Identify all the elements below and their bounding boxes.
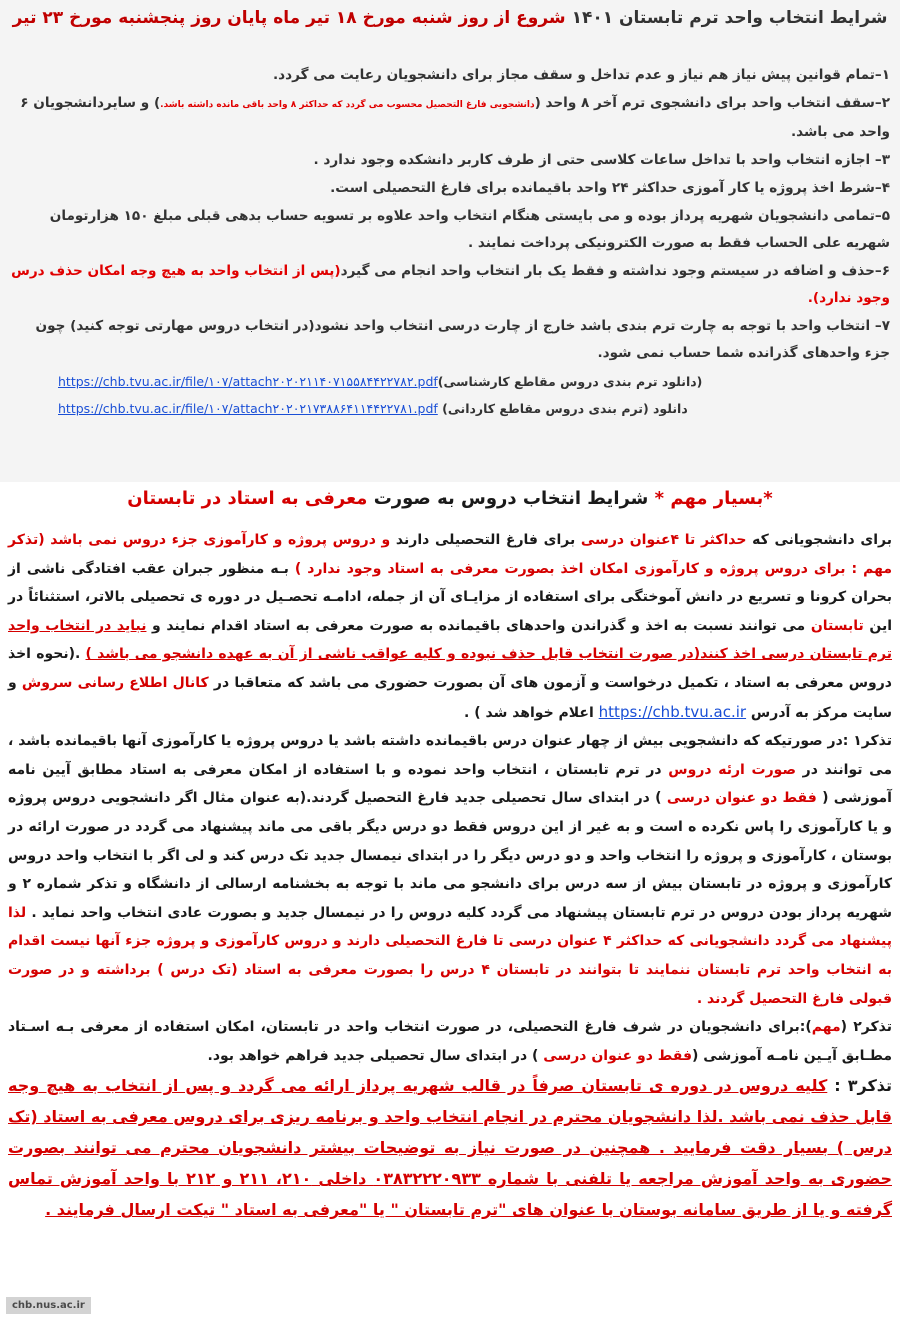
rule-6: ۶–حذف و اضافه در سیستم وجود نداشته و فقط یک بار انتخاب واحد انجام می گیرد(پس از انتخاب واحد به هیچ وجه امکان حذف درس وجود ندارد). [11,263,890,306]
link-associate[interactable]: https://chb.tvu.ac.ir/file/۱۰۷/attach۲۰۲۰۲۱۷۳۸۸۶۴۱۱۴۴۲۲۷۸۱.pdf [58,401,438,416]
rule-2: ۲–سقف انتخاب واحد برای دانشجوی ترم آخر ۸ واحد (دانشجویی فارغ التحصیل محسوب می گردد که حداکثر ۸ واحد باقی مانده داشته باشد.) و سایردانشجویان ۶ واحد می باشد. [20,95,890,140]
rule-5: ۵–تمامی دانشجویان شهریه پرداز بوده و می بایستی هنگام انتخاب واحد علاوه بر تسویه حساب بدهی قبلی مبلغ ۱۵۰ هزارتومان شهریه علی الحساب فقط به صورت الکترونیکی پرداخت نمایند . [49,208,890,251]
page-title [0,8,900,28]
rule-3: ۳– اجازه انتخاب واحد با تداخل ساعات کلاسی حتی از طرف کاربر دانشکده وجود ندارد . [313,152,890,168]
rule-1: ۱–تمام قوانین پیش نیاز هم نیاز و عدم تداخل و سقف مجاز برای دانشجویان رعایت می گردد. [273,67,890,83]
center-site-link[interactable]: https://chb.tvu.ac.ir [598,702,747,721]
title-dates: شروع از روز شنبه مورخ ۱۸ تیر ماه پایان روز پنجشنبه مورخ ۲۳ تیر [12,8,566,28]
link-bachelor-label: (دانلود ترم بندی دروس مقاطع کارشناسی) [437,374,703,389]
link-bachelor[interactable]: https://chb.tvu.ac.ir/file/۱۰۷/attach۲۰۲۰۲۱۱۴۰۷۱۵۵۸۴۴۲۲۷۸۲.pdf [58,374,438,389]
paragraph-intro: برای دانشجویانی که حداکثر تا ۴عنوان درسی برای فارغ التحصیلی دارند و دروس پروژه و کارآموزی جزء دروس نمی باشد (تذکر مهم : برای دروس پروژه و کارآموزی امکان اخذ بصورت معرفی به استاد وجود ندارد ) بـه منظور جبران عقب افتادگی ناشی از بحران کرونا و تسریع در دانش آموختگی برای استفاده از مزایـای آن از جمله، ادامـه تحصـیل در دوره ی تحصیلی بالاتر، استثنائاً در این تابستان می توانند نسبت به اخذ و گذراندن واحدهای باقیمانده به صورت معرفی به استاد اقدام نمایند و نباید در انتخاب واحد ترم تابستان درسی اخذ کنند(در صورت انتخاب قابل حذف نبوده و کلیه عواقب ناشی از آن به عهده دانشجو می باشد ) .(نحوه اخذ دروس معرفی به استاد ، تکمیل درخواست و آزمون های آن بصورت حضوری می باشد که متعاقبا در کانال اطلاع رسانی سروش و سایت مرکز به آدرس https://chb.tvu.ac.ir اعلام خواهد شد ) . [8,532,893,721]
rules-list [8,62,890,422]
download-link-associate [8,395,890,422]
main-text [8,526,892,1225]
rule-7: ۷– انتخاب واحد با توجه به چارت ترم بندی باشد خارج از چارت درسی انتخاب واحد نشود(در انتخاب دروس مهارتی توجه کنید) چون جزء واحدهای گذرانده شما حساب نمی شود. [35,318,890,361]
download-link-bachelor [8,368,890,395]
rule-2-note: دانشجویی فارغ التحصیل محسوب می گردد که حداکثر ۸ واحد باقی مانده داشته باشد. [160,100,535,110]
rule-4: ۴–شرط اخذ پروژه یا کار آموزی حداکثر ۲۴ واحد باقیمانده برای فارغ التحصیلی است. [330,180,890,196]
rule-6-warning: (پس از انتخاب واحد به هیچ وجه امکان حذف درس وجود ندارد). [11,263,890,306]
section-heading: *بسیار مهم * شرایط انتخاب دروس به صورت معرفی به استاد در تابستان [127,488,773,509]
title-main: شرایط انتخاب واحد ترم تابستان ۱۴۰۱ [571,8,888,28]
site-watermark: chb.nus.ac.ir [6,1297,91,1314]
note-2: تذکر۲ (مهم):برای دانشجویان در شرف فارغ التحصیلی، در صورت انتخاب واحد در تابستان، امکان استفاده از معرفی بـه اسـتاد مطـابق آیـین نامـه آموزشی (فقط دو عنوان درسی ) در ابتدای سال تحصیلی جدید فراهم خواهد بود. [8,1019,892,1064]
note-3: تذکر۳ : کلیه دروس در دوره ی تابستان صرفاً در قالب شهریه پرداز ارائه می گردد و پس از انتخاب به هیچ وجه قابل حذف نمی باشد .لذا دانشجویان محترم در انجام انتخاب واحد و برنامه ریزی برای دروس معرفی به استاد (تک درس ) بسیار دقت فرمایید . همچنین در صورت نیاز به توضیحات بیشتر دانشجویان محترم می توانند بصورت حضوری به واحد آموزش مراجعه یا تلفنی با شماره ۰۳۸۳۲۲۲۰۹۳۳ داخلی ۲۱۰، ۲۱۱ و ۲۱۲ با واحد آموزش تماس گرفته و یا از طریق سامانه بوستان با عنوان های "ترم تابستان " یا "معرفی به استاد " تیکت ارسال فرمایند . [8,1076,892,1220]
link-associate-label: دانلود (ترم بندی دروس مقاطع کاردانی) [442,401,688,416]
note-1: تذکر۱ :در صورتیکه که دانشجویی بیش از چهار عنوان درس باقیمانده داشته باشد یا دروس پروژه یا کارآموزی آنها باقیمانده باشد ، می توانند در صورت ارئه دروس در ترم تابستان ، انتخاب واحد نموده و با استفاده از امکان معرفی به استاد مطابق آیین نامه آموزشی ( فقط دو عنوان درسی ) در ابتدای سال تحصیلی جدید فارغ التحصیل گردند.(به عنوان مثال اگر دانشجویی دروس پروژه و یا کارآموزی را پاس نکرده ه است و به غیر از این دروس فقط دو درس دیگر باقی می ماند پیشنهاد می گردد در صورت ارائه در بوستان ، کارآموزی و پروژه را انتخاب واحد و دو درس دیگر را در ابتدای نیمسال جدید تک درس کند و لی اگر با انتخاب واحد دروس کارآموزی و پروژه در تابستان بیش از سه درس برای دانشجو می ماند با توجه به بخشنامه ارسالی از دانشگاه و تذکر شماره ۲ و شهریه پرداز بودن دروس در ترم تابستان پیشنهاد می گردد کلیه دروس را در نیمسال جدید و بصورت عادی انتخاب واحد نماید . لذا پیشنهاد می گردد دانشجویانی که حداکثر ۴ عنوان درسی تا فارغ التحصیلی دارند و دروس کارآموزی و پروژه جزء آنها نیست اقدام به انتخاب واحد ترم تابستان ننمایند تا بتوانند در تابستان ۴ درس را بصورت معرفی به استاد (تک درس ) برداشته و در صورت قبولی فارغ التحصیل گردند . [8,733,893,1007]
